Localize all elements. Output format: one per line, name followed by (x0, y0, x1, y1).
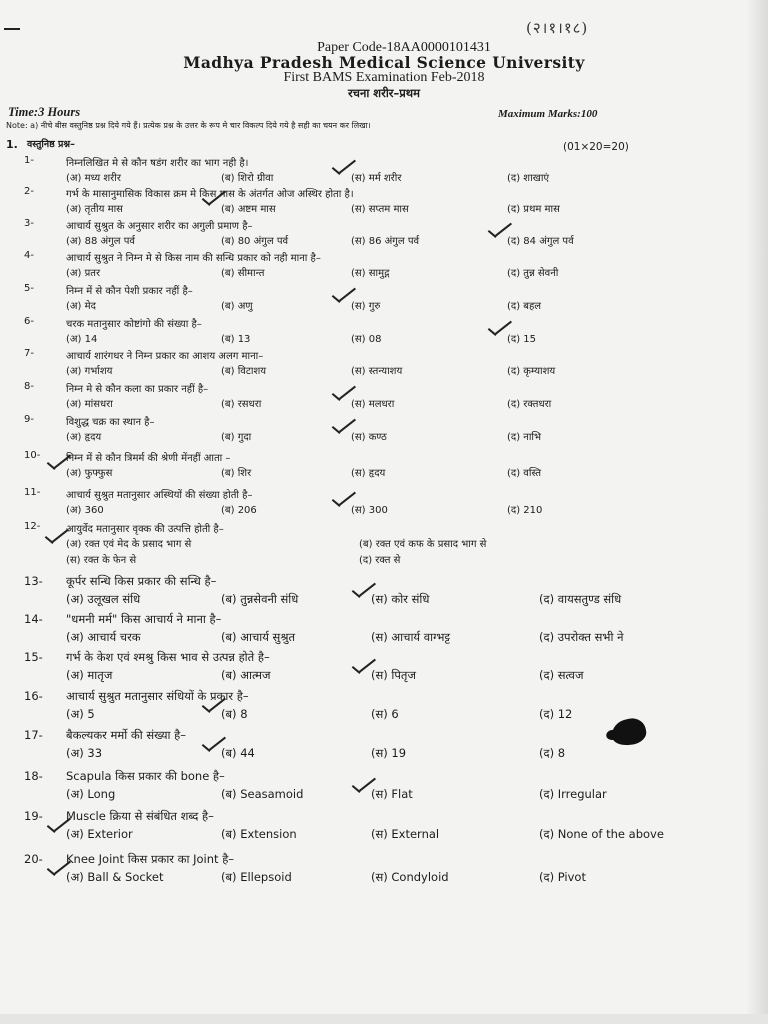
option-c: (स) हृदय (351, 468, 386, 479)
question-number: 10- (24, 450, 41, 461)
question-number: 6- (24, 316, 34, 327)
option-d: (द) प्रथम मास (507, 204, 560, 215)
handwritten-id: (२।१।१८) (526, 19, 589, 37)
question-number: 2- (24, 186, 34, 197)
question-text: गर्भ के केश एवं श्मश्रु किस भाव से उत्पन्न होते है– (66, 650, 270, 664)
option-a: (अ) Long (66, 787, 116, 801)
time-allowed: Time:3 Hours (8, 105, 81, 119)
question-number: 14- (24, 612, 43, 626)
section-title: वस्तुनिष्ठ प्रश्न– (27, 139, 75, 150)
option-b: (ब) सीमान्त (221, 268, 265, 279)
question-text: Muscle क्रिया से संबंधित शब्द है– (66, 809, 214, 823)
option-b: (ब) विटाशय (221, 366, 267, 377)
page-edge-shadow (746, 0, 768, 1024)
option-b: (ब) Ellepsoid (221, 870, 292, 884)
option-c: (स) 300 (351, 505, 388, 516)
subject-title: रचना शरीर–प्रथम (347, 86, 421, 100)
option-b: (ब) शिरो ग्रीवा (221, 173, 274, 184)
option-b: (ब) 8 (221, 707, 248, 721)
option-b: (ब) रसधरा (221, 399, 262, 410)
option-a: (अ) मातृज (66, 668, 113, 682)
option-a: (अ) तृतीय मास (66, 204, 123, 215)
option-a: (अ) हृदय (66, 432, 102, 443)
question-text: निम्न मे से कौन कला का प्रकार नहीं है– (66, 384, 209, 395)
exam-title: First BAMS Examination Feb-2018 (283, 70, 485, 85)
question-number: 17- (24, 728, 43, 742)
question-text: आयुर्वेद मतानुसार वृक्क की उत्पत्ति होती है– (66, 524, 224, 535)
option-c: (स) कण्ठ (351, 432, 387, 443)
question-number: 12- (24, 521, 41, 532)
option-c: (स) कोर संधि (371, 592, 430, 606)
ink-blot (610, 716, 648, 748)
option-b: (ब) 44 (221, 746, 255, 760)
option-d: (द) 12 (539, 707, 573, 721)
question-text: बैकल्यकर मर्मो की संख्या है– (66, 728, 187, 742)
option-d: (द) उपरोक्त सभी ने (539, 630, 624, 644)
option-d: (द) शाखाएं (507, 173, 549, 184)
option-b: (ब) 13 (221, 334, 251, 345)
question-text: आचार्य सुश्रुत मतानुसार संधियों के प्रकार है– (66, 689, 249, 703)
option-a: (अ) फुफ्फुस (66, 468, 113, 479)
option-c: (स) 6 (371, 707, 399, 721)
option-d: (द) Irregular (539, 787, 607, 801)
question-number: 1- (24, 155, 34, 166)
margin-dash (4, 28, 20, 30)
option-d: (द) 15 (507, 334, 537, 345)
question-number: 11- (24, 487, 41, 498)
option-a: (अ) Exterior (66, 827, 133, 841)
option-c: (स) 86 अंगुल पर्व (351, 236, 420, 247)
question-number: 18- (24, 769, 43, 783)
question-text: निम्न में से कौन पेशी प्रकार नहीं है– (66, 286, 193, 297)
option-d: (द) बहल (507, 301, 542, 312)
option-c: (स) 08 (351, 334, 382, 345)
option-b: (ब) अष्टम मास (221, 204, 276, 215)
option-a: (अ) 88 अंगुल पर्व (66, 236, 135, 247)
question-text: निम्नलिखित मे से कौन षडंग शरीर का भाग नही है। (66, 158, 249, 169)
question-number: 4- (24, 250, 34, 261)
option-d: (द) वस्ति (507, 468, 542, 479)
option-d: (द) 210 (507, 505, 543, 516)
option-b: (ब) शिर (221, 468, 252, 479)
question-text: चरक मतानुसार कोष्टांगो की संख्या है– (66, 319, 202, 330)
instructions-note: Note: a) नीचे बीस वस्तुनिष्ठ प्रश्न दिये गये हैं। प्रत्येक प्रश्न के उत्तर के रूप मे चार विकल्प दिये गये है सही का चयन कर लिखा। (6, 121, 371, 130)
option-d: (द) तुन्न सेवनी (507, 268, 559, 279)
question-text: आचार्य शारंगधर ने निम्न प्रकार का आशय अलग माना– (66, 351, 264, 362)
question-number: 16- (24, 689, 43, 703)
option-c: (स) 19 (371, 746, 407, 760)
option-c: (स) पितृज (371, 668, 417, 682)
question-number: 8- (24, 381, 34, 392)
option-d: (द) 8 (539, 746, 566, 760)
question-text: Knee Joint किस प्रकार का Joint है– (66, 852, 235, 866)
option-a: (अ) मेद (66, 301, 96, 312)
option-d: (द) वायसतुण्ड संधि (539, 592, 622, 606)
option-b: (ब) आचार्य सुश्रुत (221, 630, 296, 644)
option-b: (ब) 80 अंगुल पर्व (221, 236, 289, 247)
option-c: (स) आचार्य वाग्भट्ट (371, 630, 451, 644)
question-text: आचार्य सुश्रुत ने निम्न मे से किस नाम की सन्धि प्रकार को नही माना है– (66, 253, 321, 264)
question-number: 3- (24, 218, 34, 229)
question-text: विशुद्ध चक्र का स्थान है– (66, 417, 155, 428)
option-d: (द) रक्तधरा (507, 399, 552, 410)
option-a: (अ) आचार्य चरक (66, 630, 141, 644)
question-number: 7- (24, 348, 34, 359)
question-number: 19- (24, 809, 43, 823)
option-c: (स) External (371, 827, 440, 841)
option-a: (अ) 5 (66, 707, 95, 721)
maximum-marks: Maximum Marks:100 (498, 108, 598, 120)
option-b: (ब) तुन्नसेवनी संधि (221, 592, 299, 606)
option-a: (अ) मध्य शरीर (66, 173, 121, 184)
option-d: (द) नाभि (507, 432, 542, 443)
paper-code: Paper Code-18AA0000101431 (317, 40, 491, 55)
question-number: 9- (24, 414, 34, 425)
option-b: (ब) Extension (221, 827, 297, 841)
option-a: (अ) गर्भाशय (66, 366, 113, 377)
question-text: आचार्य सुश्रुत के अनुसार शरीर का अगुली प्रमाण है– (66, 221, 253, 232)
option-b: (ब) गुदा (221, 432, 252, 443)
option-c: (स) सामुद्ग (351, 268, 390, 279)
option-a: (अ) 14 (66, 334, 98, 345)
option-c: (स) Flat (371, 787, 413, 801)
option-b: (ब) रक्त एवं कफ के प्रसाद भाग से (359, 539, 487, 550)
question-text: कूर्पर सन्धि किस प्रकार की सन्धि है– (66, 574, 217, 588)
question-number: 13- (24, 574, 43, 588)
option-a: (अ) रक्त एवं मेद के प्रसाद भाग से (66, 539, 192, 550)
option-b: (ब) अणु (221, 301, 253, 312)
question-text: Scapula किस प्रकार की bone है– (66, 769, 225, 783)
option-c: (स) मलधरा (351, 399, 395, 410)
question-number: 5- (24, 283, 34, 294)
question-number: 15- (24, 650, 43, 664)
option-b: (ब) 206 (221, 505, 257, 516)
section-marks: (01×20=20) (563, 141, 629, 153)
option-c: (स) गुरु (351, 301, 381, 312)
option-d: (द) कृम्याशय (507, 366, 556, 377)
university-name: Madhya Pradesh Medical Science University (183, 53, 585, 72)
question-text: निम्न में से कौन त्रिमर्म की श्रेणी मेंनहीं आता – (66, 453, 231, 464)
question-number: 20- (24, 852, 43, 866)
option-b: (ब) आत्मज (221, 668, 271, 682)
section-number: 1. (6, 138, 18, 151)
question-text: "धमनी मर्म" किस आचार्य ने माना है– (66, 612, 222, 626)
option-a: (अ) 360 (66, 505, 104, 516)
option-c: (स) सप्तम मास (351, 204, 409, 215)
option-c: (स) स्तन्याशय (351, 366, 403, 377)
question-text: गर्भ के मासानुमासिक विकास क्रम मे किस मास के अंतर्गत ओज अस्थिर होता है। (66, 189, 354, 200)
page-bottom-edge (0, 1014, 768, 1024)
option-b: (ब) Seasamoid (221, 787, 304, 801)
option-d: (द) सत्वज (539, 668, 584, 682)
option-a: (अ) 33 (66, 746, 103, 760)
option-d: (द) 84 अंगुल पर्व (507, 236, 574, 247)
option-c: (स) रक्त के फेन से (66, 555, 137, 566)
option-a: (अ) उलूखल संधि (66, 592, 141, 606)
option-c: (स) मर्म शरीर (351, 173, 402, 184)
option-d: (द) रक्त से (359, 555, 401, 566)
option-a: (अ) Ball & Socket (66, 870, 164, 884)
option-a: (अ) मांसधरा (66, 399, 113, 410)
option-d: (द) Pivot (539, 870, 586, 884)
option-d: (द) None of the above (539, 827, 664, 841)
option-c: (स) Condyloid (371, 870, 449, 884)
question-text: आचार्य सुश्रुत मतानुसार अस्थियों की संख्या होती है– (66, 490, 253, 501)
option-a: (अ) प्रतर (66, 268, 101, 279)
